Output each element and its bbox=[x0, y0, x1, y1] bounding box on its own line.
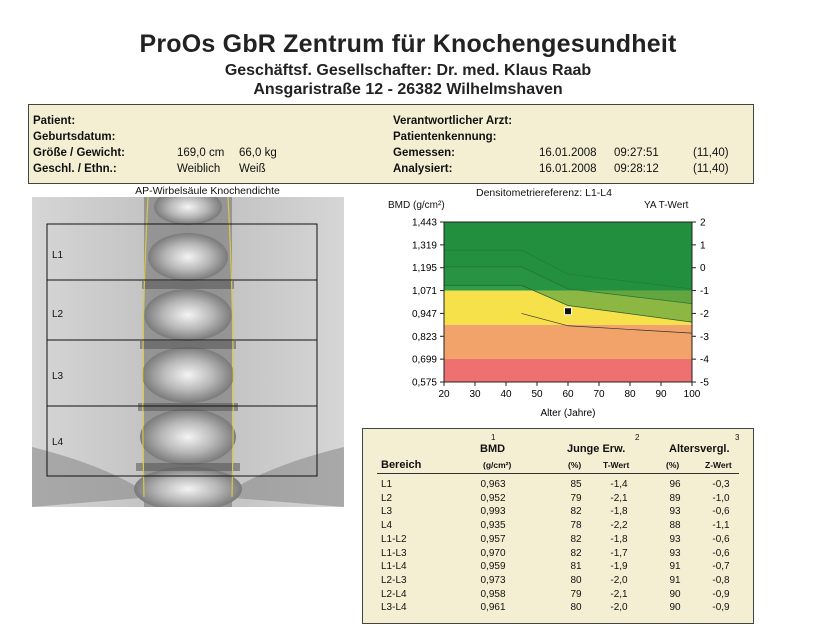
ethn-value: Weiß bbox=[239, 163, 266, 175]
cell-age-pct: 91 bbox=[669, 574, 681, 586]
band-2 bbox=[444, 325, 692, 359]
spine-image-title: AP-Wirbelsäule Knochendichte bbox=[135, 185, 280, 197]
header-young-adult: Junge Erw. bbox=[567, 443, 626, 455]
y-tick-label-6: 0,699 bbox=[411, 354, 437, 366]
patient-id-label: Patientenkennung: bbox=[393, 131, 497, 143]
measured-time: 09:27:51 bbox=[614, 147, 659, 159]
cell-bmd: 0,973 bbox=[480, 574, 506, 586]
cell-tscore: -1,8 bbox=[610, 533, 628, 545]
cell-young-pct: 78 bbox=[570, 520, 582, 532]
header-region: Bereich bbox=[381, 459, 422, 471]
measured-version: (11,40) bbox=[693, 147, 729, 159]
cell-bmd: 0,958 bbox=[480, 588, 506, 600]
cell-region: L2-L4 bbox=[381, 588, 407, 600]
cell-zscore: -0,8 bbox=[712, 574, 730, 586]
region-label-l1: L1 bbox=[52, 250, 64, 261]
cell-region: L1-L3 bbox=[381, 547, 407, 559]
analyzed-version: (11,40) bbox=[693, 163, 729, 175]
analyzed-label: Analysiert: bbox=[393, 163, 453, 175]
y2-tick-label-6: -4 bbox=[700, 354, 709, 366]
header-zscore: Z-Wert bbox=[705, 460, 732, 470]
header-age-pct: (%) bbox=[666, 460, 680, 470]
cell-tscore: -1,4 bbox=[610, 479, 628, 490]
cell-bmd: 0,957 bbox=[480, 533, 506, 545]
y2-tick-label-2: 0 bbox=[700, 263, 706, 275]
y2-tick-label-5: -3 bbox=[700, 331, 709, 343]
cell-young-pct: 79 bbox=[570, 492, 582, 504]
cell-tscore: -1,9 bbox=[610, 561, 628, 573]
cell-region: L1 bbox=[381, 479, 393, 490]
x-axis-label: Alter (Jahre) bbox=[540, 408, 596, 419]
doctor-label: Verantwortlicher Arzt: bbox=[393, 115, 513, 127]
results-table bbox=[362, 428, 754, 624]
cell-age-pct: 89 bbox=[669, 492, 681, 504]
x-tick-label-3: 50 bbox=[531, 389, 543, 400]
band-3 bbox=[444, 359, 692, 382]
header-age-matched: Altersvergl. bbox=[669, 443, 730, 455]
x-tick-label-7: 90 bbox=[655, 389, 667, 400]
x-tick-label-1: 30 bbox=[469, 389, 481, 400]
cell-zscore: -0,6 bbox=[712, 547, 730, 559]
cell-age-pct: 91 bbox=[669, 561, 681, 573]
y-tick-label-4: 0,947 bbox=[411, 308, 437, 320]
cell-zscore: -0,9 bbox=[712, 602, 730, 614]
cell-bmd: 0,952 bbox=[480, 492, 506, 504]
cell-region: L2 bbox=[381, 492, 393, 504]
patient-marker bbox=[565, 308, 572, 315]
cell-tscore: -2,1 bbox=[610, 588, 628, 600]
cell-region: L1-L2 bbox=[381, 533, 407, 545]
y-tick-label-5: 0,823 bbox=[411, 331, 437, 343]
patient-info-box bbox=[28, 104, 754, 184]
y2-tick-label-3: -1 bbox=[700, 286, 709, 298]
y2-tick-label-0: 2 bbox=[700, 217, 706, 229]
cell-zscore: -0,9 bbox=[712, 588, 730, 600]
y2-tick-label-1: 1 bbox=[700, 240, 706, 252]
bmd-footnote: 1 bbox=[491, 433, 496, 442]
y-tick-label-1: 1,319 bbox=[411, 240, 437, 252]
cell-age-pct: 93 bbox=[669, 506, 681, 518]
cell-young-pct: 81 bbox=[570, 561, 582, 573]
measured-label: Gemessen: bbox=[393, 147, 456, 159]
cell-tscore: -2,0 bbox=[610, 574, 628, 586]
cell-tscore: -2,0 bbox=[610, 602, 628, 614]
region-label-l2: L2 bbox=[52, 309, 64, 320]
reference-chart bbox=[380, 210, 720, 425]
y-tick-label-2: 1,195 bbox=[411, 263, 437, 275]
cell-tscore: -2,2 bbox=[610, 520, 628, 532]
patient-label: Patient: bbox=[33, 115, 76, 127]
age-footnote: 3 bbox=[735, 433, 740, 442]
cell-age-pct: 90 bbox=[669, 602, 681, 614]
cell-bmd: 0,963 bbox=[480, 479, 506, 490]
header-divider bbox=[377, 473, 739, 474]
y-tick-label-7: 0,575 bbox=[411, 377, 437, 389]
clinic-title: ProOs GbR Zentrum für Knochengesundheit bbox=[139, 30, 677, 58]
sex-ethn-label: Geschl. / Ethn.: bbox=[33, 163, 117, 175]
region-label-l4: L4 bbox=[52, 437, 64, 448]
cell-zscore: -0,6 bbox=[712, 506, 730, 518]
x-tick-label-4: 60 bbox=[562, 389, 574, 400]
cell-zscore: -0,3 bbox=[712, 479, 730, 490]
cell-bmd: 0,961 bbox=[480, 602, 506, 614]
cell-tscore: -2,1 bbox=[610, 492, 628, 504]
cell-bmd: 0,959 bbox=[480, 561, 506, 573]
header-bmd: BMD bbox=[480, 443, 506, 455]
header-tscore: T-Wert bbox=[603, 460, 630, 470]
cell-zscore: -0,7 bbox=[712, 561, 730, 573]
cell-zscore: -1,1 bbox=[712, 520, 730, 532]
size-value: 169,0 cm bbox=[177, 147, 225, 159]
birth-label: Geburtsdatum: bbox=[33, 131, 116, 143]
analyzed-date: 16.01.2008 bbox=[539, 163, 597, 175]
cell-region: L1-L4 bbox=[381, 561, 407, 573]
cell-zscore: -0,6 bbox=[712, 533, 730, 545]
cell-bmd: 0,935 bbox=[480, 520, 506, 532]
chart-y2-label: YA T-Wert bbox=[644, 200, 689, 211]
x-tick-label-5: 70 bbox=[593, 389, 605, 400]
chart-title: Densitometriereferenz: L1-L4 bbox=[476, 187, 612, 199]
spine-scan-graphic bbox=[32, 197, 344, 507]
analyzed-time: 09:28:12 bbox=[614, 163, 659, 175]
y2-tick-label-7: -5 bbox=[700, 377, 709, 389]
cell-age-pct: 88 bbox=[669, 520, 681, 532]
x-tick-label-6: 80 bbox=[624, 389, 636, 400]
cell-young-pct: 80 bbox=[570, 602, 582, 614]
cell-region: L3-L4 bbox=[381, 602, 407, 614]
measured-date: 16.01.2008 bbox=[539, 147, 597, 159]
x-tick-label-8: 100 bbox=[683, 389, 701, 400]
y-tick-label-3: 1,071 bbox=[411, 286, 437, 298]
x-tick-label-0: 20 bbox=[438, 389, 450, 400]
cell-young-pct: 80 bbox=[570, 574, 582, 586]
chart-y-label: BMD (g/cm²) bbox=[388, 200, 445, 211]
spine-scan-image bbox=[32, 197, 344, 507]
clinic-owner: Geschäftsf. Gesellschafter: Dr. med. Klaus Raab bbox=[224, 62, 592, 79]
cell-young-pct: 82 bbox=[570, 533, 582, 545]
size-weight-label: Größe / Gewicht: bbox=[33, 147, 126, 159]
cell-young-pct: 82 bbox=[570, 506, 582, 518]
cell-tscore: -1,8 bbox=[610, 506, 628, 518]
cell-zscore: -1,0 bbox=[712, 492, 730, 504]
header-bmd-unit: (g/cm²) bbox=[483, 460, 512, 470]
cell-young-pct: 82 bbox=[570, 547, 582, 559]
cell-region: L2-L3 bbox=[381, 574, 407, 586]
cell-young-pct: 85 bbox=[570, 479, 582, 490]
clinic-address: Ansgaristraße 12 - 26382 Wilhelmshaven bbox=[253, 81, 563, 98]
region-label-l3: L3 bbox=[52, 371, 64, 382]
cell-region: L3 bbox=[381, 506, 393, 518]
cell-bmd: 0,970 bbox=[480, 547, 506, 559]
sex-value: Weiblich bbox=[177, 163, 221, 175]
cell-bmd: 0,993 bbox=[480, 506, 506, 518]
cell-tscore: -1,7 bbox=[610, 547, 628, 559]
x-tick-label-2: 40 bbox=[500, 389, 512, 400]
cell-age-pct: 93 bbox=[669, 533, 681, 545]
weight-value: 66,0 kg bbox=[239, 147, 277, 159]
young-footnote: 2 bbox=[635, 433, 640, 442]
cell-age-pct: 96 bbox=[669, 479, 681, 490]
cell-age-pct: 90 bbox=[669, 588, 681, 600]
cell-region: L4 bbox=[381, 520, 393, 532]
cell-age-pct: 93 bbox=[669, 547, 681, 559]
y-tick-label-0: 1,443 bbox=[411, 217, 437, 229]
cell-young-pct: 79 bbox=[570, 588, 582, 600]
y2-tick-label-4: -2 bbox=[700, 308, 709, 320]
header-young-pct: (%) bbox=[568, 460, 582, 470]
